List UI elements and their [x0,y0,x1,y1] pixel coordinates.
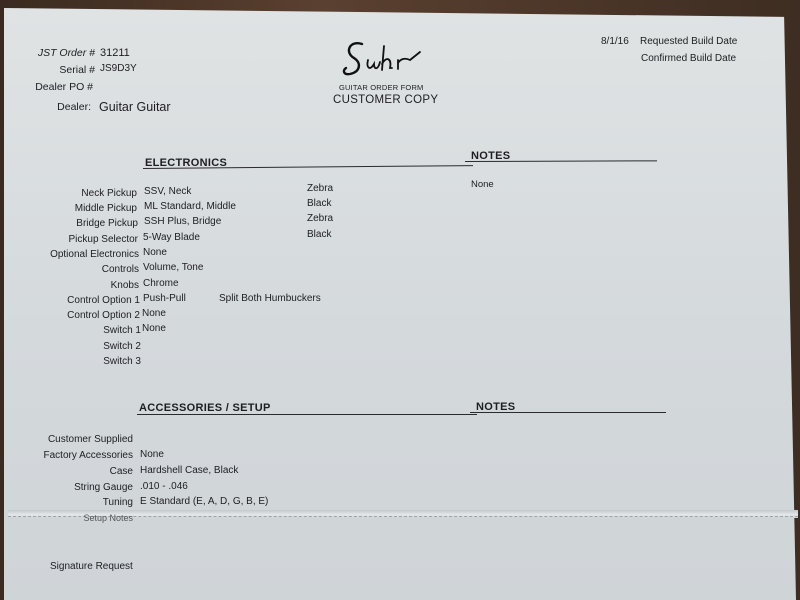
electronics-row-value: Volume, Tone [143,262,204,273]
electronics-row-value: SSV, Neck [144,186,192,197]
electronics-row-label: Optional Electronics [50,249,139,260]
accessories-row-label: Factory Accessories [43,450,133,461]
confirmed-build-date-label: Confirmed Build Date [641,53,737,64]
copy-label: CUSTOMER COPY [333,94,439,106]
electronics-row-value: None [143,247,167,258]
electronics-row-value: None [142,308,166,319]
accessories-row-label: Case [109,466,133,477]
electronics-row-label: Bridge Pickup [76,218,138,229]
dealer-po-label: Dealer PO # [35,81,93,93]
electronics-row-label: Pickup Selector [68,234,138,245]
dealer-label: Dealer: [57,101,91,113]
electronics-row-extra: Zebra [307,213,334,224]
electronics-row-label: Control Option 1 [67,295,140,306]
accessories-rule [137,414,477,415]
accessories-row-label: Setup Notes [83,513,133,523]
jst-order-label: JST Order # [37,47,95,59]
electronics-row-value: 5-Way Blade [143,232,200,243]
form-title: GUITAR ORDER FORM [339,83,424,92]
electronics-row-value: None [142,323,166,334]
electronics-row-extra: Split Both Humbuckers [219,293,321,304]
accessories-notes-rule [470,412,666,413]
electronics-row-value: Push-Pull [143,293,186,304]
electronics-row-value: ML Standard, Middle [144,201,236,212]
dealer-value: Guitar Guitar [99,100,171,114]
electronics-row-label: Middle Pickup [74,203,137,214]
electronics-notes-value: None [471,179,494,190]
electronics-row-label: Neck Pickup [81,188,137,199]
suhr-logo [340,38,430,84]
electronics-row-label: Switch 2 [103,341,141,352]
requested-build-date-label: Requested Build Date [640,36,738,47]
accessories-row-label: Customer Supplied [47,434,133,445]
electronics-row-value: SSH Plus, Bridge [144,216,222,227]
accessories-row-value: None [140,449,164,460]
electronics-row-label: Knobs [110,280,139,291]
electronics-row-label: Switch 1 [103,325,141,336]
serial-value: JS9D3Y [100,63,137,74]
accessories-row-value: Hardshell Case, Black [140,465,239,476]
accessories-row-label: String Gauge [74,482,133,493]
electronics-notes-heading: NOTES [471,150,511,162]
electronics-row-value: Chrome [143,278,179,289]
serial-label: Serial # [59,64,95,76]
electronics-row-extra: Zebra [307,183,334,194]
accessories-row-value: E Standard (E, A, D, G, B, E) [140,496,269,507]
accessories-row-value: .010 - .046 [140,481,188,492]
electronics-row-label: Controls [101,264,139,275]
electronics-row-extra: Black [307,229,332,240]
electronics-heading: ELECTRONICS [145,157,228,169]
requested-date: 8/1/16 [601,36,629,47]
signature-request-label: Signature Request [50,561,133,572]
electronics-row-label: Switch 3 [103,356,141,367]
electronics-row-extra: Black [307,198,332,209]
accessories-heading: ACCESSORIES / SETUP [139,402,271,414]
electronics-row-label: Control Option 2 [67,310,140,321]
accessories-row-label: Tuning [102,497,133,508]
accessories-notes-heading: NOTES [476,401,516,413]
jst-order-value: 31211 [100,47,130,59]
